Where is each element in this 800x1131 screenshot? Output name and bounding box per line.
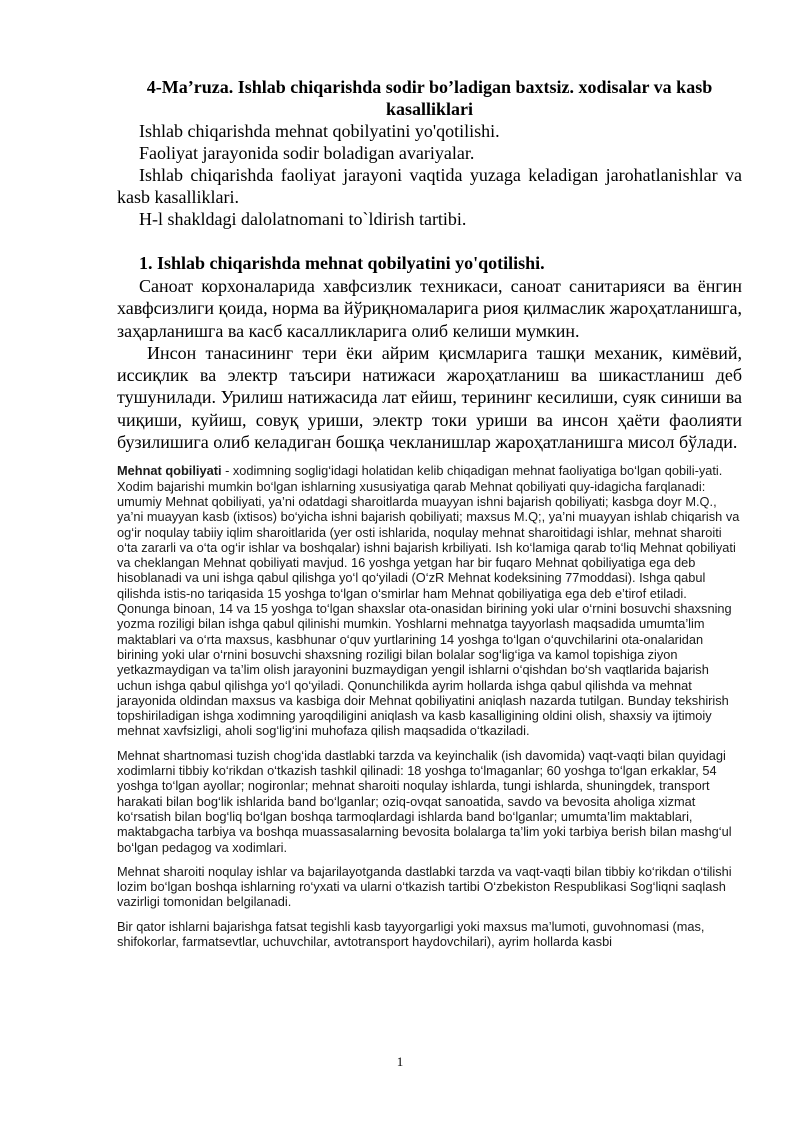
page-number: 1 [396, 1054, 404, 1069]
section-heading: 1. Ishlab chiqarishda mehnat qobilyatini yo'qotilishi. [139, 253, 545, 273]
term-mehnat-qobiliyati: Mehnat qobiliyati [117, 463, 222, 479]
lead-line-4: H-l shakldagi dalolatnomani to`ldirish tartibi. [139, 209, 467, 229]
paragraph-3: Mehnat sharoiti noqulay ishlar va bajarilayotganda dastlabki tarzda va vaqt-vaqti bilan tibbiy ko‘rikdan o‘tilishi lozim bo‘lgan boshqa ishlarning ro‘yxati va ularni o‘tkazish tartibi O‘zbekiston Respublikasi Sog‘liqni saqlash vazirligi tomonidan belgilanadi. [117, 863, 732, 910]
paragraph-1-text: - xodimning soglig‘idagi holatidan kelib chiqadigan mehnat faoliyatiga bo‘lgan qobili-yati. Xodim bajarishi mumkin bo‘lgan ishlarning xususiyatiga qarab Mehnat qobiliyati quy-idagicha farqlanadi: umumiy Mehnat qobiliyati, ya’ni odatdagi sharoitlarda muayyan ishni bajarish qobiliyati; kasbga doyr M.Q., ya’ni muayyan kasb (ixtisos) bo‘yicha ishni bajarish qobiliyati; maxsus M.Q;, ya’ni muayyan ishlab chiqarish va og‘ir noqulay tabiiy iqlim sharoitlarida (yer osti ishlarida, noqulay mehnat sharoitidagi ishlar, mehnat sharoiti o‘ta zararli va o‘ta og‘ir ishlar va boshqalar) ishni bajarish krbiliyati. Ish ko‘lamiga qarab to‘liq Mehnat qobiliyati va cheklangan Mehnat qobiliyati mavjud. 16 yoshga yetgan har bir fuqaro Mehnat qobiliyatiga ega deb hisoblanadi va uni ishga qabul qilishga yo‘l qo‘yiladi (O‘zR Mehnat kodeksining 77moddasi). Ishga qabul qilishda istis-no tariqasida 15 yoshga to‘lgan o‘smirlar ham Mehnat qobiliyatiga ega deb e’tirof etiladi. Qonunga binoan, 14 va 15 yoshga to‘lgan shaxslar ota-onasidan birining yoki ular o‘rnini bosuvchi shaxsning yozma roziligi bilan ishga qabul qilinishi mumkin. Yoshlarni mehnatga tayyorlash maqsadida umumta’lim maktablari va o‘rta maxsus, kasbhunar o‘quv yurtlarining 14 yoshga to‘lgan o‘quvchilarini ota-onalaridan birining yoki ular o‘rnini bosuvchi shaxsning roziligi bilan bolalar sog‘lig‘iga va kamol topishiga ziyon yetkazmaydigan va ta’lim olish jarayonini buzmaydigan yengil ishlarni o‘qishdan bo‘sh vaqtlarida bajarish uchun ishga qabul qilishga yo‘l qo‘yiladi. Qonunchilikda ayrim hollarda ishga qabul qilishda va mehnat jarayonida oldindan maxsus va kasbiga doir Mehnat qobiliyatini aniqlash nazarda tutilgan. Bunday tekshirish topshiriladigan ishga xodimning yaroqdiligini aniqlash va kasb kasalligining oldini olish, shaxsiy va ijtimoiy mehnat xavfsizligi, aholi sog‘lig‘ini muhofaza qilish maqsadida o‘tkaziladi. [117, 463, 740, 739]
lead-line-1: Ishlab chiqarishda mehnat qobilyatini yo'qotilishi. [139, 121, 500, 141]
paragraph-2: Mehnat shartnomasi tuzish chog‘ida dastlabki tarzda va keyinchalik (ish davomida) vaqt-vaqti bilan quyidagi xodimlarni tibbiy ko‘rikdan o‘tkazish tashkil qilinadi: 18 yoshga to‘lmaganlar; 60 yoshga to‘lgan erkaklar, 54 yoshga to‘lgan ayollar; nogironlar; mehnat sharoiti noqulay ishlarda, tungi ishlarda, shuningdek, transport harakati bilan bog‘lik ishlarida band bo‘lganlar; oziq-ovqat sanoatida, savdo va bevosita aholiga xizmat ko‘rsatish bilan bog‘liq bo‘lgan boshqa tarmoqlardagi ishlarda band bo‘lganlar; umumta’lim maktablari, maktabgacha tarbiya va boshqa muassasalarning bevosita bolalarga ta’lim yoki tarbiya berish bilan mashg‘ul bo‘lgan pedagog va xodimlari. [117, 747, 732, 855]
paragraph-mehnat-qobiliyati [117, 463, 742, 738]
cyrillic-paragraph-2: Инсон танасининг тери ёки айрим қисмларига ташқи механик, кимёвий, иссиқлик ва электр таъсири натижаси жароҳатланиш ва шикастланиш деб тушунилади. Урилиш натижасида лат ейиш, терининг кесилиши, суяк синиши ва чиқиши, куйиш, совуқ уриши, электр токи уриши ва инсон ҳаёти фаолияти бузилишига олиб келадиган бошқа чекланишлар жароҳатланишга мисол бўлади. [117, 342, 742, 453]
paragraph-4: Bir qator ishlarni bajarishga fatsat tegishli kasb tayyorgarligi yoki maxsus ma’lumoti, guvohnomasi (mas, shifokorlar, farmatsevtlar, uchuvchilar, avtotransport haydovchilari), ayrim hollarda kasbi [117, 918, 705, 949]
document-page [117, 76, 742, 949]
lead-line-3: Ishlab chiqarishda faoliyat jarayoni vaqtida yuzaga keladigan jarohatlanishlar va kasb kasalliklari. [117, 165, 742, 207]
cyrillic-paragraph-1: Саноат корхоналарида хавфсизлик техникаси, саноат санитарияси ва ёнгин хавфсизлиги қоида, норма ва йўриқномаларига риоя қилмаслик жароҳатланишга, заҳарланишга ва касб касалликларига олиб келиши мумкин. [117, 276, 742, 341]
lecture-title: 4-Ma’ruza. Ishlab chiqarishda sodir bo’ladigan baxtsiz. xodisalar va kasb kasalliklari [146, 77, 713, 119]
lead-line-2: Faoliyat jarayonida sodir boladigan avariyalar. [139, 143, 475, 163]
